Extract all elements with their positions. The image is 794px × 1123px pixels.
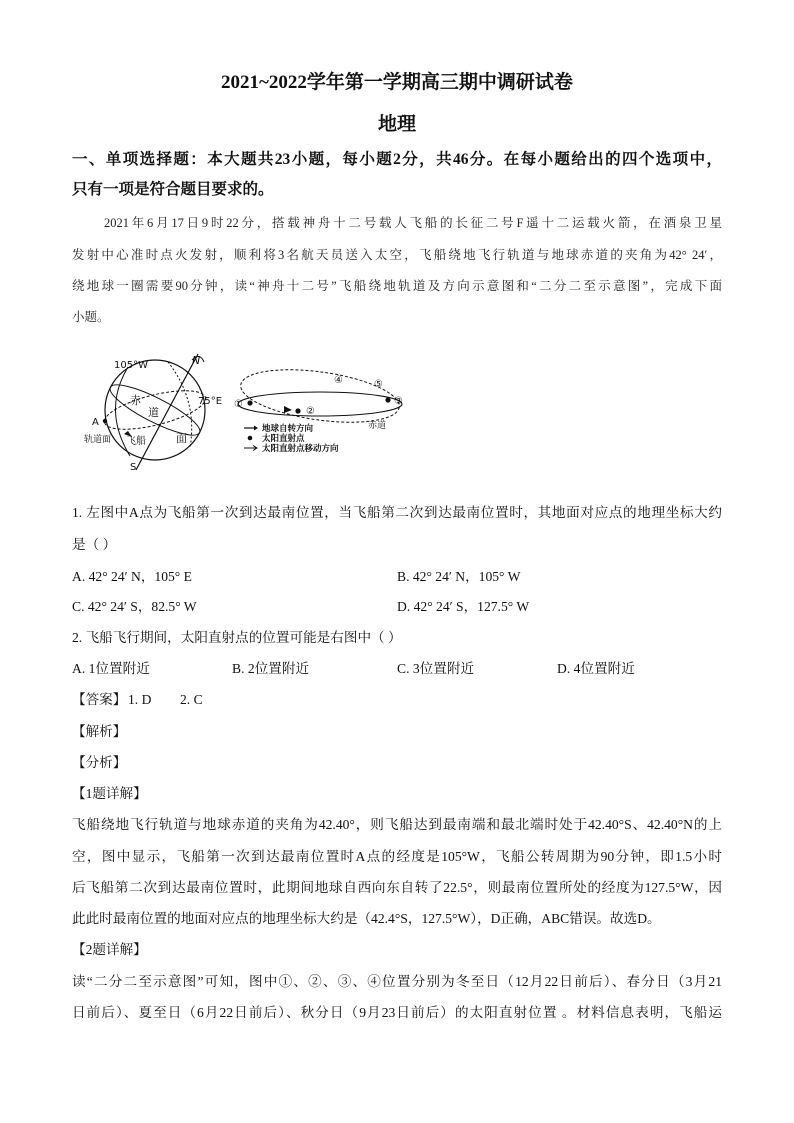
legend-rotation: 地球自转方向 — [262, 424, 314, 434]
section-heading-line-1: 一、单项选择题：本大题共23小题，每小题2分，共46分。在每小题给出的四个选项中， — [72, 151, 722, 168]
equator-ellipse — [238, 392, 402, 416]
q1-option-a: A. 42° 24′ N，105° E — [72, 569, 192, 584]
material-line-1: 2021年6月17日9时22分，搭载神舟十二号载人飞船的长征二号F遥十二运载火箭，在酒泉卫星 — [104, 216, 722, 230]
q2-option-b: B. 2位置附近 — [232, 661, 310, 676]
point-a-marker — [103, 419, 107, 423]
fenxi-heading: 【分析】 — [72, 755, 127, 770]
label-point-a: A — [92, 417, 99, 428]
label-ship: 飞船 — [126, 436, 146, 447]
q1-option-c: C. 42° 24′ S，82.5° W — [72, 599, 197, 614]
label-position-4: ④ — [334, 375, 343, 386]
detail-2-line-2: 日前后）、夏至日（6月22日前后）、秋分日（9月23日前后）的太阳直射位置 。材料信息表明，飞船运 — [72, 1005, 722, 1020]
q1-stem-line-1: 1. 左图中A点为飞船第一次到达最南位置，当飞船第二次到达最南位置时，其地面对应点的地理坐标大约 — [72, 505, 722, 520]
q2-option-a: A. 1位置附近 — [72, 661, 150, 676]
point-1-marker — [247, 400, 252, 405]
detail-2-line-1: 读“二分二至示意图”可知，图中①、②、③、④位置分别为冬至日（12月22日前后）、春分日（3月21 — [72, 974, 722, 989]
label-equator-2: 道 — [148, 406, 159, 419]
exam-title: 2021~2022学年第一学期高三期中调研试卷 — [221, 72, 573, 93]
legend-subsolar-point: 太阳直射点 — [262, 434, 305, 444]
label-position-1: ① — [234, 399, 243, 410]
label-north: N — [192, 354, 201, 367]
label-south: S — [130, 462, 137, 473]
answer-2: 2. C — [180, 692, 203, 707]
legend-subsolar-dot — [248, 436, 253, 441]
detail-1-line-1: 飞船绕地飞行轨道与地球赤道的夹角为42.40°，则飞船达到最南端和最北端时处于42.40°S、42.40°N的上 — [72, 817, 722, 832]
label-105w: 105°W — [114, 360, 148, 371]
detail-1-heading: 【1题详解】 — [72, 786, 147, 801]
material-line-2: 发射中心准时点火发射，顺利将3名航天员送入太空，飞船绕地飞行轨道与地球赤道的夹角为42° 24′， — [72, 248, 722, 262]
material-line-3: 绕地球一圈需要90分钟，读“神舟十二号”飞船绕地轨道及方向示意图和“二分二至示意图”，完成下面 — [72, 279, 722, 293]
q2-stem: 2. 飞船飞行期间，太阳直射点的位置可能是右图中（ ） — [72, 630, 402, 645]
q1-stem-line-2: 是（ ） — [72, 537, 117, 552]
legend-subsolar-movement: 太阳直射点移动方向 — [262, 444, 339, 454]
detail-1-line-4: 此此时最南位置的地面对应点的地理坐标大约是（42.4°S，127.5°W），D正确，ABC错误。故选D。 — [72, 911, 661, 926]
jiexi-heading: 【解析】 — [72, 724, 127, 739]
q2-option-d: D. 4位置附近 — [557, 661, 635, 676]
answer-label: 【答案】 — [72, 692, 127, 707]
detail-2-heading: 【2题详解】 — [72, 942, 147, 957]
solstice-equinox-diagram — [228, 360, 418, 460]
label-equator-3: 面 — [176, 432, 187, 445]
material-line-4: 小题。 — [72, 310, 110, 324]
point-3-marker — [385, 397, 390, 402]
label-position-5: ⑤ — [374, 379, 383, 390]
label-orbit-plane: 轨道面 — [84, 435, 112, 445]
label-75e: 75°E — [198, 396, 223, 407]
subject-title: 地理 — [377, 114, 416, 135]
earth-axis — [136, 354, 201, 470]
section-heading-line-2: 只有一项是符合题目要求的。 — [72, 181, 274, 198]
answer-1: 1. D — [128, 692, 152, 707]
label-equator-1: 赤 — [130, 394, 141, 407]
q1-option-b: B. 42° 24′ N，105° W — [397, 569, 521, 584]
orbit-diagram — [80, 350, 230, 475]
rotation-direction-icon — [284, 406, 292, 413]
q2-option-c: C. 3位置附近 — [397, 661, 475, 676]
legend-rotation-arrow-icon — [254, 426, 258, 431]
detail-1-line-2: 空，图中显示，飞船第一次到达最南位置时A点的经度是105°W，飞船公转周期为90分钟，即1.5小时 — [72, 849, 722, 864]
label-position-3: ③ — [394, 396, 403, 407]
detail-1-line-3: 后飞船第二次到达最南位置时，此期间地球自西向东自转了22.5°，则最南位置所处的经度为127.5°W，因 — [72, 880, 722, 895]
label-equator: 赤道 — [368, 421, 387, 431]
label-position-2: ② — [306, 406, 315, 417]
q1-option-d: D. 42° 24′ S，127.5° W — [397, 599, 530, 614]
point-2-marker — [295, 408, 300, 413]
